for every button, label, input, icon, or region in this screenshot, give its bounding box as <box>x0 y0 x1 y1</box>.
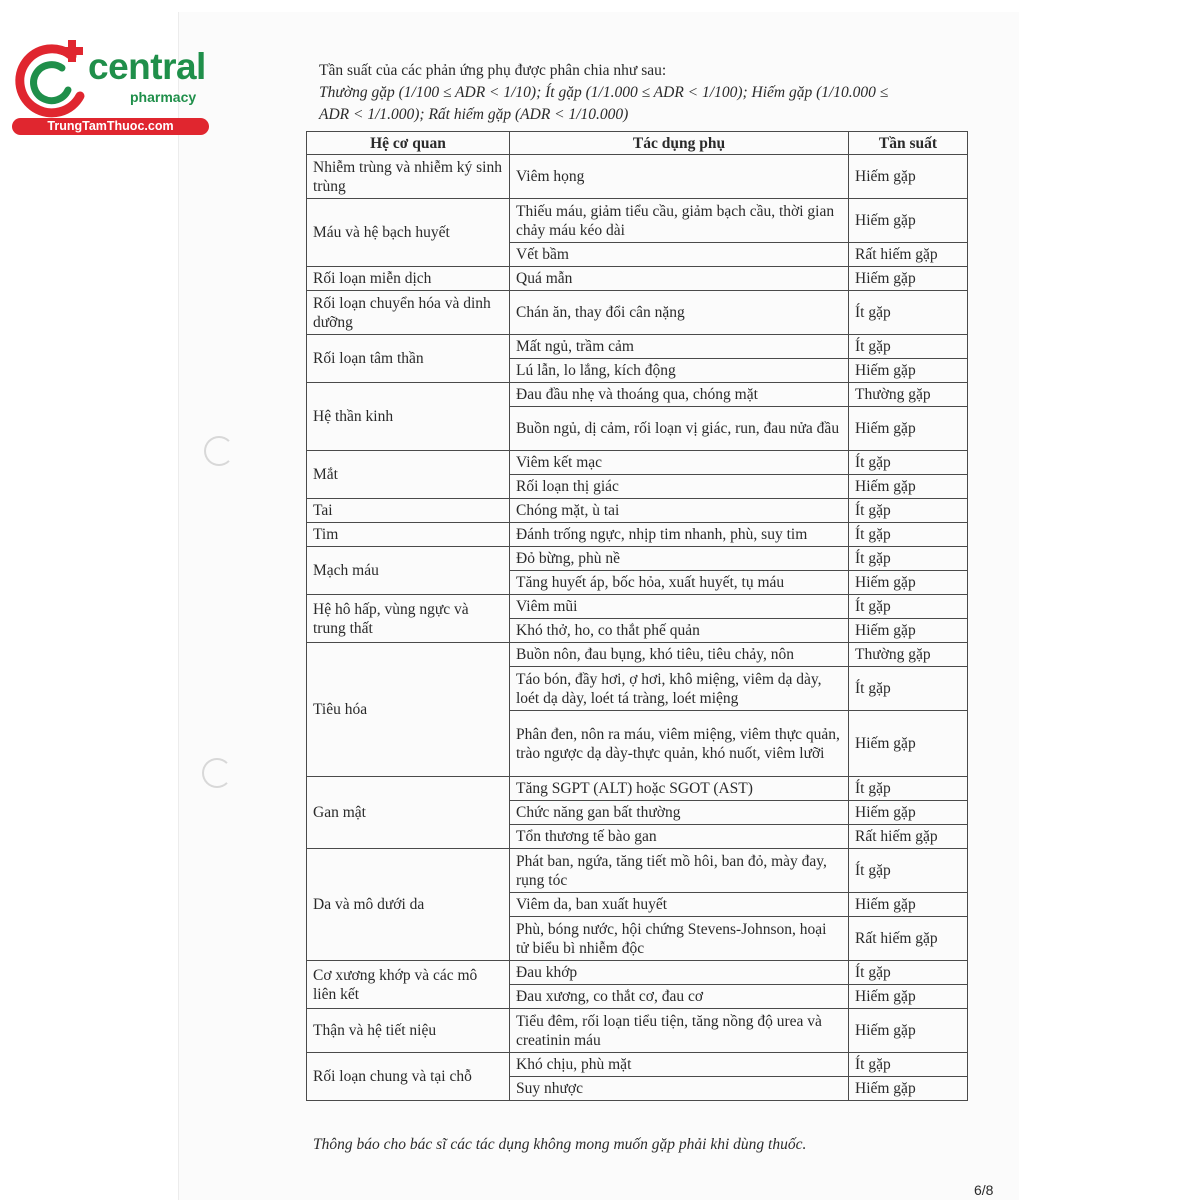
header-frequency: Tần suất <box>849 132 968 155</box>
frequency-intro <box>319 60 888 126</box>
frequency-cell: Ít gặp <box>849 547 968 571</box>
organ-system-cell: Tiêu hóa <box>307 643 510 777</box>
header-system: Hệ cơ quan <box>307 132 510 155</box>
frequency-cell: Hiếm gặp <box>849 1009 968 1053</box>
frequency-cell: Hiếm gặp <box>849 1077 968 1101</box>
intro-line: ADR < 1/1.000); Rất hiếm gặp (ADR < 1/10.000) <box>319 106 629 123</box>
frequency-cell: Ít gặp <box>849 451 968 475</box>
frequency-cell: Hiếm gặp <box>849 893 968 917</box>
side-effect-cell: Đánh trống ngực, nhịp tim nhanh, phù, suy tim <box>510 523 849 547</box>
table-row <box>307 451 968 475</box>
frequency-cell: Hiếm gặp <box>849 801 968 825</box>
side-effect-cell: Tăng SGPT (ALT) hoặc SGOT (AST) <box>510 777 849 801</box>
brand-name: central <box>88 46 206 87</box>
side-effect-cell: Đau xương, co thắt cơ, đau cơ <box>510 985 849 1009</box>
side-effect-cell: Mất ngủ, trầm cảm <box>510 335 849 359</box>
frequency-cell: Ít gặp <box>849 849 968 893</box>
table-row <box>307 383 968 407</box>
side-effect-cell: Đau khớp <box>510 961 849 985</box>
side-effect-cell: Đỏ bừng, phù nề <box>510 547 849 571</box>
side-effect-cell: Chán ăn, thay đổi cân nặng <box>510 291 849 335</box>
side-effect-cell: Phát ban, ngứa, tăng tiết mồ hôi, ban đỏ, mày đay, rụng tóc <box>510 849 849 893</box>
table-row <box>307 155 968 199</box>
frequency-cell: Ít gặp <box>849 523 968 547</box>
side-effect-cell: Quá mẫn <box>510 267 849 291</box>
organ-system-cell: Da và mô dưới da <box>307 849 510 961</box>
footer-note: Thông báo cho bác sĩ các tác dụng không mong muốn gặp phải khi dùng thuốc. <box>313 1136 807 1153</box>
side-effect-cell: Buồn ngủ, dị cảm, rối loạn vị giác, run, đau nửa đầu <box>510 407 849 451</box>
organ-system-cell: Tai <box>307 499 510 523</box>
frequency-cell: Hiếm gặp <box>849 711 968 777</box>
side-effect-cell: Phù, bóng nước, hội chứng Stevens-Johnson, hoại tử biểu bì nhiễm độc <box>510 917 849 961</box>
organ-system-cell: Nhiễm trùng và nhiễm ký sinh trùng <box>307 155 510 199</box>
organ-system-cell: Tim <box>307 523 510 547</box>
side-effect-cell: Chức năng gan bất thường <box>510 801 849 825</box>
frequency-cell: Hiếm gặp <box>849 267 968 291</box>
organ-system-cell: Rối loạn chuyển hóa và dinh dưỡng <box>307 291 510 335</box>
side-effect-cell: Khó thở, ho, co thắt phế quản <box>510 619 849 643</box>
frequency-cell: Thường gặp <box>849 383 968 407</box>
brand-subtitle: pharmacy <box>130 89 197 105</box>
side-effect-cell: Buồn nôn, đau bụng, khó tiêu, tiêu chảy, nôn <box>510 643 849 667</box>
organ-system-cell: Mắt <box>307 451 510 499</box>
side-effect-cell: Viêm mũi <box>510 595 849 619</box>
organ-system-cell: Hệ thần kinh <box>307 383 510 451</box>
punch-hole <box>204 436 234 466</box>
table-row <box>307 643 968 667</box>
side-effect-cell: Tổn thương tế bào gan <box>510 825 849 849</box>
brand-website[interactable]: TrungTamThuoc.com <box>12 118 209 135</box>
side-effect-cell: Táo bón, đầy hơi, ợ hơi, khô miệng, viêm dạ dày, loét dạ dày, loét tá tràng, loét miệng <box>510 667 849 711</box>
organ-system-cell: Hệ hô hấp, vùng ngực và trung thất <box>307 595 510 643</box>
table-row <box>307 595 968 619</box>
frequency-cell: Ít gặp <box>849 961 968 985</box>
organ-system-cell: Mạch máu <box>307 547 510 595</box>
table-row <box>307 849 968 893</box>
organ-system-cell: Rối loạn chung và tại chỗ <box>307 1053 510 1101</box>
table-row <box>307 1009 968 1053</box>
adverse-reactions-table <box>306 131 968 1101</box>
organ-system-cell: Cơ xương khớp và các mô liên kết <box>307 961 510 1009</box>
side-effect-cell: Viêm họng <box>510 155 849 199</box>
intro-line: Thường gặp (1/100 ≤ ADR < 1/10); Ít gặp (1/1.000 ≤ ADR < 1/100); Hiếm gặp (1/10.000 ≤ <box>319 84 889 101</box>
side-effect-cell: Rối loạn thị giác <box>510 475 849 499</box>
side-effect-cell: Khó chịu, phù mặt <box>510 1053 849 1077</box>
side-effect-cell: Thiếu máu, giảm tiểu cầu, giảm bạch cầu, thời gian chảy máu kéo dài <box>510 199 849 243</box>
frequency-cell: Hiếm gặp <box>849 199 968 243</box>
side-effect-cell: Chóng mặt, ù tai <box>510 499 849 523</box>
table-row <box>307 335 968 359</box>
frequency-cell: Rất hiếm gặp <box>849 243 968 267</box>
table-row <box>307 199 968 243</box>
side-effect-cell: Tăng huyết áp, bốc hỏa, xuất huyết, tụ máu <box>510 571 849 595</box>
side-effect-cell: Suy nhược <box>510 1077 849 1101</box>
organ-system-cell: Rối loạn miễn dịch <box>307 267 510 291</box>
frequency-cell: Hiếm gặp <box>849 475 968 499</box>
table-row <box>307 291 968 335</box>
frequency-cell: Rất hiếm gặp <box>849 825 968 849</box>
frequency-cell: Thường gặp <box>849 643 968 667</box>
frequency-cell: Hiếm gặp <box>849 407 968 451</box>
table-row <box>307 961 968 985</box>
header-effect: Tác dụng phụ <box>510 132 849 155</box>
organ-system-cell: Rối loạn tâm thần <box>307 335 510 383</box>
frequency-cell: Hiếm gặp <box>849 155 968 199</box>
frequency-cell: Ít gặp <box>849 777 968 801</box>
table-header-row <box>307 132 968 155</box>
table-row <box>307 547 968 571</box>
table-row <box>307 523 968 547</box>
frequency-cell: Rất hiếm gặp <box>849 917 968 961</box>
side-effect-cell: Viêm da, ban xuất huyết <box>510 893 849 917</box>
frequency-cell: Ít gặp <box>849 667 968 711</box>
organ-system-cell: Máu và hệ bạch huyết <box>307 199 510 267</box>
side-effect-cell: Đau đầu nhẹ và thoáng qua, chóng mặt <box>510 383 849 407</box>
intro-line: Tần suất của các phản ứng phụ được phân chia như sau: <box>319 62 667 79</box>
frequency-cell: Hiếm gặp <box>849 571 968 595</box>
frequency-cell: Ít gặp <box>849 1053 968 1077</box>
organ-system-cell: Gan mật <box>307 777 510 849</box>
side-effect-cell: Viêm kết mạc <box>510 451 849 475</box>
table-body <box>307 155 968 1101</box>
frequency-cell: Hiếm gặp <box>849 619 968 643</box>
page-number: 6/8 <box>974 1182 994 1198</box>
organ-system-cell: Thận và hệ tiết niệu <box>307 1009 510 1053</box>
table-row <box>307 499 968 523</box>
frequency-cell: Ít gặp <box>849 499 968 523</box>
frequency-cell: Hiếm gặp <box>849 985 968 1009</box>
frequency-cell: Ít gặp <box>849 595 968 619</box>
table-row <box>307 777 968 801</box>
frequency-cell: Ít gặp <box>849 335 968 359</box>
side-effect-cell: Lú lẫn, lo lắng, kích động <box>510 359 849 383</box>
side-effect-cell: Tiểu đêm, rối loạn tiểu tiện, tăng nồng độ urea và creatinin máu <box>510 1009 849 1053</box>
table-row <box>307 1053 968 1077</box>
frequency-cell: Ít gặp <box>849 291 968 335</box>
side-effect-cell: Phân đen, nôn ra máu, viêm miệng, viêm thực quản, trào ngược dạ dày-thực quản, khó nuốt, viêm lưỡi <box>510 711 849 777</box>
frequency-cell: Hiếm gặp <box>849 359 968 383</box>
side-effect-cell: Vết bầm <box>510 243 849 267</box>
punch-hole <box>202 758 232 788</box>
table-row <box>307 267 968 291</box>
